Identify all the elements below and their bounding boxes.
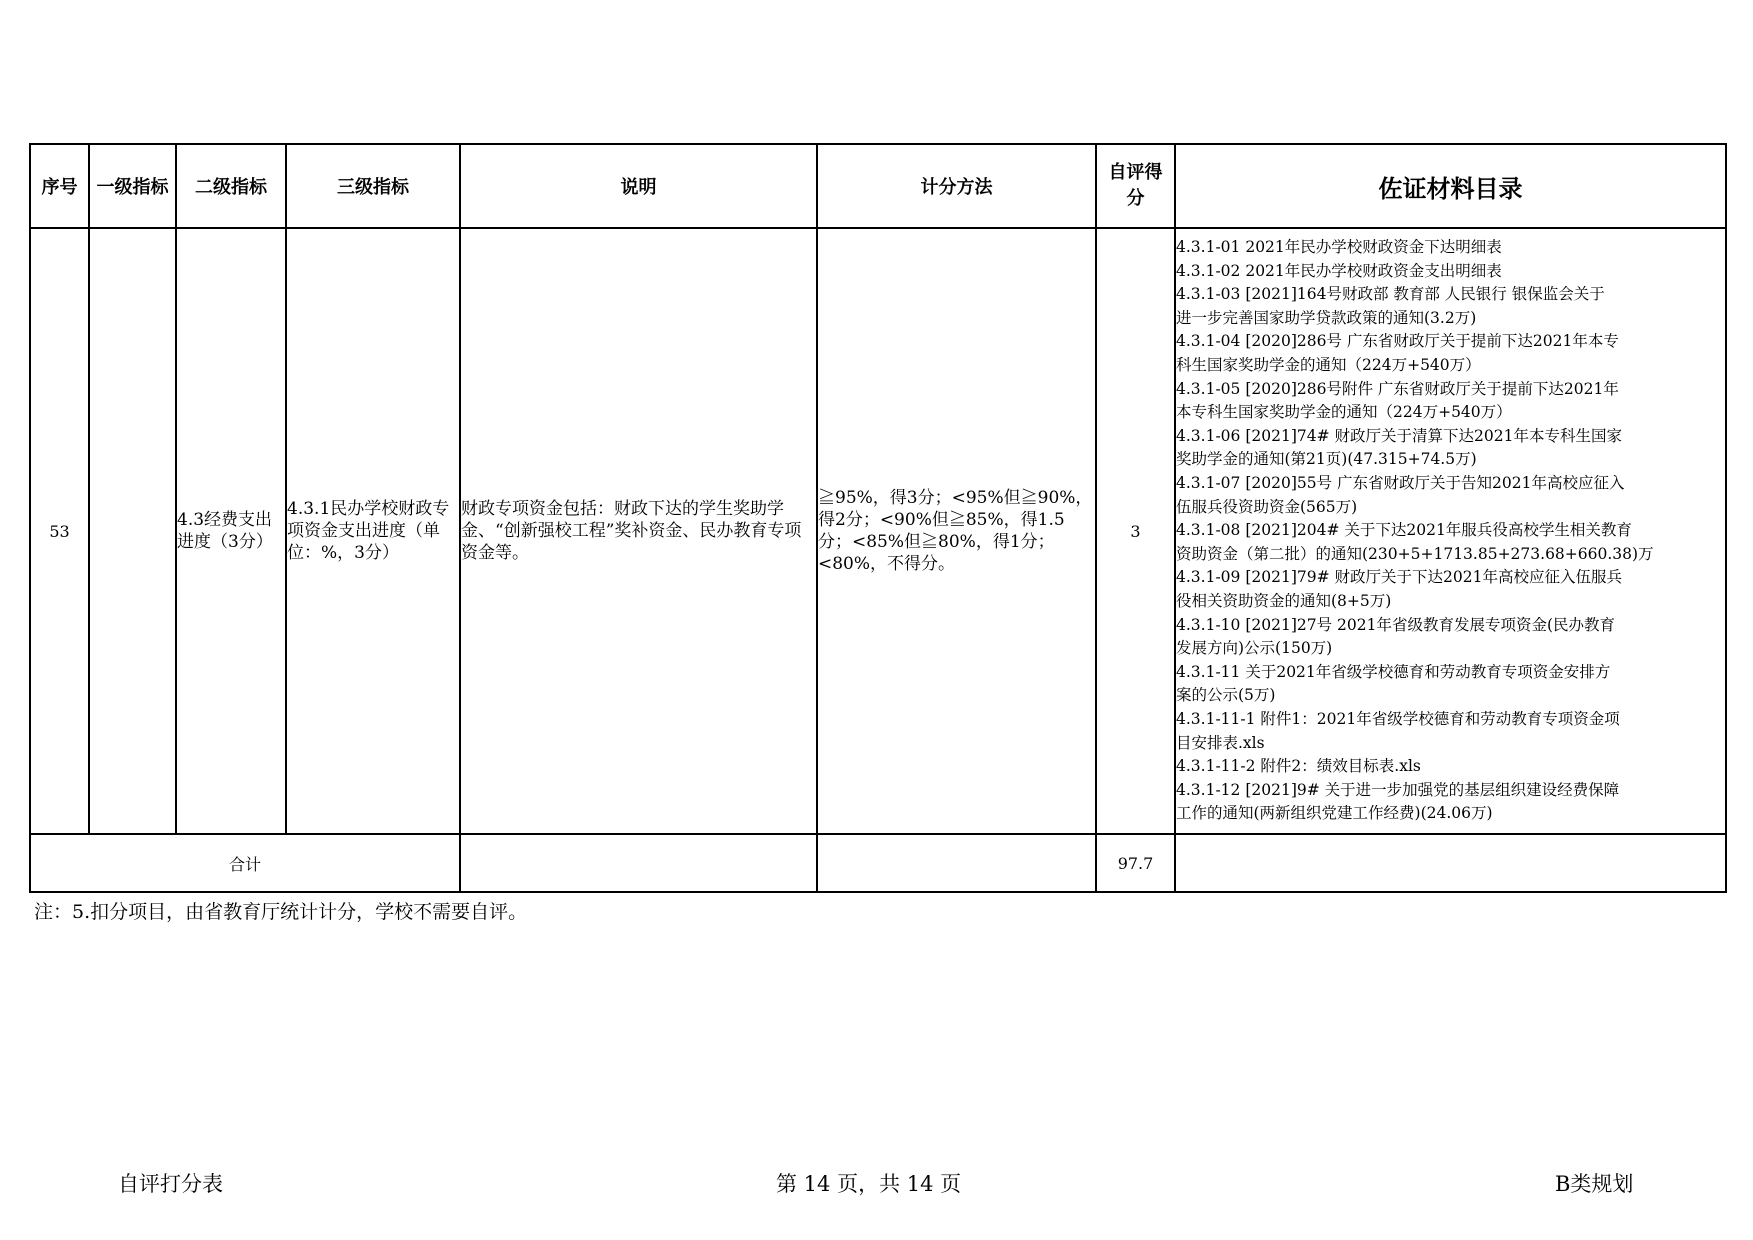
total-row <box>30 834 1726 892</box>
evidence-line: 进一步完善国家助学贷款政策的通知(3.2万) <box>1176 308 1477 327</box>
row-level3: 4.3.1民办学校财政专项资金支出进度（单位：%，3分） <box>286 228 460 834</box>
evidence-line: 工作的通知(两新组织党建工作经费)(24.06万) <box>1176 804 1493 823</box>
scoring-table <box>29 143 1727 893</box>
evidence-line: 4.3.1-10 [2021]27号 2021年省级教育发展专项资金(民办教育 <box>1176 615 1616 634</box>
footer-right: B类规划 <box>1555 1172 1634 1196</box>
row-desc: 财政专项资金包括：财政下达的学生奖助学金、“创新强校工程”奖补资金、民办教育专项资金等。 <box>460 228 817 834</box>
evidence-line: 4.3.1-03 [2021]164号财政部 教育部 人民银行 银保监会关于 <box>1176 285 1605 304</box>
evidence-line: 资助资金（第二批）的通知(230+5+1713.85+273.68+660.38)万 <box>1176 544 1654 563</box>
evidence-line: 4.3.1-09 [2021]79# 财政厅关于下达2021年高校应征入伍服兵 <box>1176 568 1622 587</box>
table-row <box>30 228 1726 834</box>
evidence-line: 4.3.1-04 [2020]286号 广东省财政厅关于提前下达2021年本专 <box>1176 332 1619 351</box>
total-evidence <box>1175 834 1726 892</box>
header-level3: 三级指标 <box>286 144 460 228</box>
evidence-line: 本专科生国家奖助学金的通知（224万+540万） <box>1176 403 1512 422</box>
total-score: 97.7 <box>1096 834 1175 892</box>
evidence-line: 发展方向)公示(150万) <box>1176 639 1333 658</box>
evidence-line: 目安排表.xls <box>1176 733 1265 752</box>
evidence-line: 4.3.1-02 2021年民办学校财政资金支出明细表 <box>1176 261 1502 280</box>
header-index: 序号 <box>30 144 89 228</box>
evidence-line: 4.3.1-08 [2021]204# 关于下达2021年服兵役高校学生相关教育 <box>1176 521 1632 540</box>
header-level1: 一级指标 <box>89 144 176 228</box>
total-desc <box>460 834 817 892</box>
evidence-line: 4.3.1-11 关于2021年省级学校德育和劳动教育专项资金安排方 <box>1176 662 1611 681</box>
evidence-line: 4.3.1-07 [2020]55号 广东省财政厅关于告知2021年高校应征入 <box>1176 474 1625 493</box>
header-evidence: 佐证材料目录 <box>1175 144 1726 228</box>
footnote: 注：5.扣分项目，由省教育厅统计计分，学校不需要自评。 <box>34 901 528 923</box>
evidence-line: 4.3.1-12 [2021]9# 关于进一步加强党的基层组织建设经费保障 <box>1176 780 1620 799</box>
evidence-line: 4.3.1-05 [2020]286号附件 广东省财政厅关于提前下达2021年 <box>1176 379 1619 398</box>
evidence-line: 役相关资助资金的通知(8+5万) <box>1176 591 1392 610</box>
evidence-line: 科生国家奖助学金的通知（224万+540万） <box>1176 356 1481 375</box>
row-method: ≧95%，得3分；<95%但≧90%，得2分；<90%但≧85%，得1.5分；<85%但≧80%，得1分；<80%，不得分。 <box>817 228 1096 834</box>
evidence-line: 4.3.1-01 2021年民办学校财政资金下达明细表 <box>1176 238 1502 257</box>
evidence-line: 4.3.1-11-1 附件1：2021年省级学校德育和劳动教育专项资金项 <box>1176 709 1620 728</box>
row-index: 53 <box>30 228 89 834</box>
total-method <box>817 834 1096 892</box>
header-desc: 说明 <box>460 144 817 228</box>
row-level1 <box>89 228 176 834</box>
header-method: 计分方法 <box>817 144 1096 228</box>
evidence-line: 奖助学金的通知(第21页)(47.315+74.5万) <box>1176 450 1477 469</box>
evidence-line: 案的公示(5万) <box>1176 686 1276 705</box>
row-score: 3 <box>1096 228 1175 834</box>
row-evidence <box>1175 228 1726 834</box>
evidence-line: 4.3.1-06 [2021]74# 财政厅关于清算下达2021年本专科生国家 <box>1176 426 1622 445</box>
header-row <box>30 144 1726 228</box>
footer-page-number: 第 14 页，共 14 页 <box>776 1172 962 1196</box>
header-score: 自评得分 <box>1096 144 1175 228</box>
evidence-line: 4.3.1-11-2 附件2：绩效目标表.xls <box>1176 757 1421 776</box>
footer-left: 自评打分表 <box>118 1172 223 1196</box>
row-level2: 4.3经费支出进度（3分） <box>176 228 286 834</box>
header-level2: 二级指标 <box>176 144 286 228</box>
evidence-line: 伍服兵役资助资金(565万) <box>1176 497 1358 516</box>
total-label: 合计 <box>30 834 460 892</box>
